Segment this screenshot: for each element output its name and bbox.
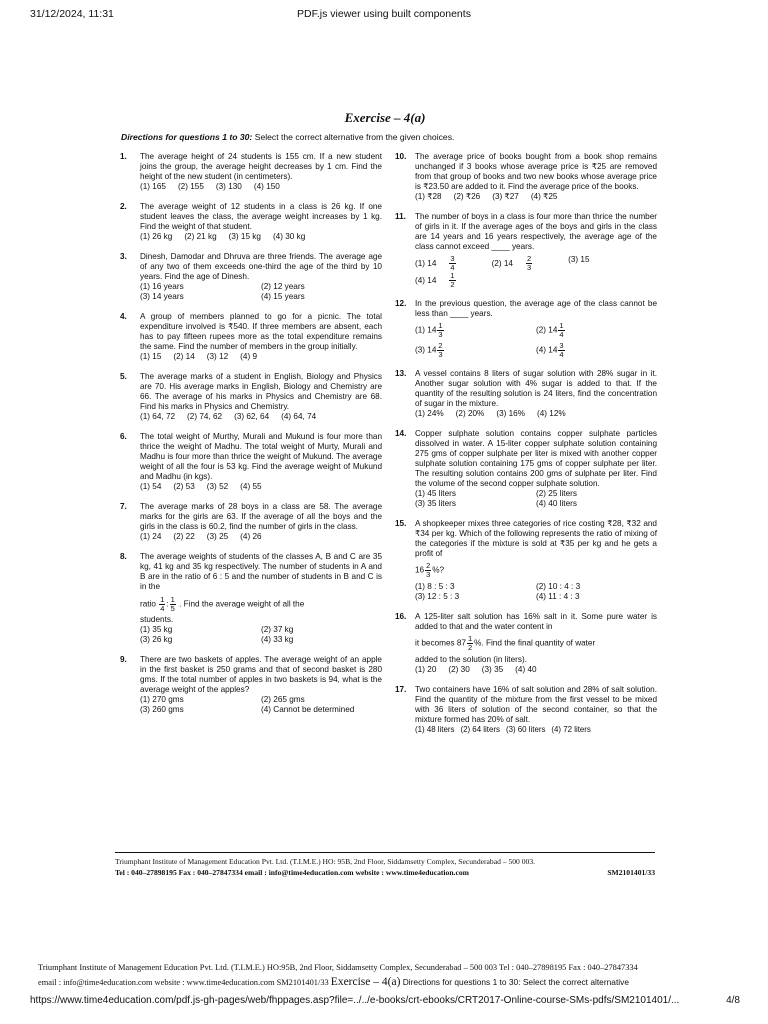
exercise-title: Exercise – 4(a) — [344, 110, 426, 125]
option-3: (3) 26 kg — [140, 635, 173, 644]
option-whole: (4) 14 — [536, 345, 558, 355]
question-number: 4. — [120, 312, 127, 321]
overflow-exercise: Exercise – 4(a) — [330, 976, 401, 988]
question-text: There are two baskets of apples. The average weight of an apple in the first basket is 250 grams and that of second basket is 280 gms. If the total number of apples in two baskets is 94, what is the average weight of the apples? — [140, 655, 382, 694]
page-indicator: 4/8 — [726, 995, 740, 1006]
question-number: 13. — [395, 369, 407, 378]
question-number: 10. — [395, 152, 407, 161]
denominator: 4 — [450, 263, 455, 272]
question-text: A vessel contains 8 liters of sugar solution with 28% sugar in it. Another sugar solution with 4% sugar is added to that. If the quantity of the resulting solution is 24 liters, find the concentration of sugar in the mixture. — [415, 369, 657, 408]
ratio-colon: : — [166, 599, 169, 609]
option-3: (3) 62, 64 — [234, 412, 270, 421]
options — [415, 665, 657, 675]
denominator: 4 — [559, 350, 564, 359]
denominator: 2 — [450, 280, 455, 289]
question-17 — [395, 685, 657, 735]
question-number: 2. — [120, 202, 127, 211]
option-4: (4) Cannot be determined — [261, 705, 355, 714]
option-whole: (2) 14 — [536, 325, 558, 335]
option-2: (2) 14 — [173, 352, 195, 361]
question-text: The average weight of 12 students in a class is 26 kg. If one student leaves the class, the average weight increases by 1 kg. Find the weight of that student. — [140, 202, 382, 231]
question-text: The average marks of 28 boys in a class are 58. The average marks for the girls are 63. If the average of all the boys and the girls in the class is 60.2, find the number of girls in the class. — [140, 502, 382, 531]
overflow-line-2 — [38, 975, 738, 990]
numerator: 2 — [526, 254, 532, 263]
numerator: 3 — [450, 254, 455, 263]
fraction — [425, 562, 431, 579]
fraction — [159, 596, 165, 613]
question-text: The average weights of students of the classes A, B and C are 35 kg, 41 kg and 35 kg respectively. The number of students in A and B are in the ratio of 6 : 5 and the number of students in B and C is in the — [140, 552, 382, 591]
question-text: The average price of books bought from a book shop remains unchanged if 3 books whose average price is ₹25 are removed from that group of books and two new books whose average price is ₹23.50 are added to it. Find the average price of the books. — [415, 152, 657, 191]
option-2 — [492, 255, 557, 272]
question-text: Copper sulphate solution contains copper sulphate particles dissolved in water. A 15-liter copper sulphate solution containing 275 gms of copper sulphate per liter is mixed with another copper sulphate solution containing 175 gms of copper sulphate per liter. The resulting solution contains 200 gms of sulphate per liter. Find the volume of the second copper sulphate solution. — [415, 429, 657, 488]
question-ratio-line — [140, 596, 382, 613]
denominator: 4 — [160, 604, 165, 613]
directions-label: Directions for questions 1 to 30: — [121, 132, 253, 142]
option-3: (3) ₹27 — [492, 192, 519, 201]
option-2: (2) 74, 62 — [187, 412, 223, 421]
option-1: (1) 24 — [140, 532, 162, 541]
option-whole: (2) 14 — [491, 258, 513, 268]
option-2: (2) 30 — [448, 665, 470, 674]
option-2: (2) 155 — [177, 182, 204, 191]
option-1: (1) 165 — [140, 182, 166, 191]
option-2: (2) 22 — [173, 532, 195, 541]
option-3: (3) 14 years — [140, 292, 184, 301]
fraction — [170, 596, 176, 613]
question-text: In the previous question, the average age of the class cannot be less than ____ years. — [415, 299, 657, 318]
fraction — [558, 322, 564, 339]
numerator: 1 — [170, 595, 175, 604]
option-3: (3) 60 liters — [505, 725, 546, 734]
options — [415, 192, 657, 202]
denominator: 3 — [426, 570, 431, 579]
print-footer — [30, 995, 740, 1006]
question-4 — [120, 312, 382, 362]
question-text: Dinesh, Damodar and Dhruva are three friends. The average age of any two of them exceeds one-third the age of the third by 10 years. Find the age of Dinesh. — [140, 252, 382, 281]
footer-contact: Tel : 040–27898195 Fax : 040–27847334 email : info@time4education.com website : www.time4education.com — [115, 868, 469, 877]
option-1: (1) 8 : 5 : 3 — [415, 582, 455, 591]
options — [415, 725, 657, 735]
fraction — [437, 322, 443, 339]
fraction — [437, 342, 443, 359]
denominator: 3 — [438, 330, 443, 339]
denominator: 4 — [559, 330, 564, 339]
fraction — [467, 635, 473, 652]
question-number: 7. — [120, 502, 127, 511]
option-4: (4) 26 — [240, 532, 262, 541]
option-4: (4) 40 liters — [536, 499, 577, 508]
ratio-suffix: . Find the average weight of all the — [179, 599, 305, 609]
option-3: (3) 16% — [496, 409, 526, 418]
option-3: (3) 12 : 5 : 3 — [415, 592, 460, 601]
option-4: (4) 11 : 4 : 3 — [536, 592, 580, 601]
question-9 — [120, 655, 382, 715]
option-3: (3) 52 — [206, 482, 229, 491]
ratio-label: ratio — [140, 599, 156, 609]
browser-print-header — [0, 8, 768, 24]
options — [415, 322, 657, 359]
question-number: 12. — [395, 299, 407, 308]
question-text-tail: added to the solution (in liters). — [415, 655, 527, 664]
option-1 — [415, 322, 536, 339]
question-2 — [120, 202, 382, 242]
question-1 — [120, 152, 382, 192]
option-3: (3) 35 — [481, 665, 504, 674]
option-2: (2) 25 liters — [536, 489, 577, 498]
overflow-contact: email : info@time4education.com website : www.time4education.com SM2101401/33 — [38, 978, 331, 987]
option-1: (1) 64, 72 — [140, 412, 176, 421]
numerator: 3 — [559, 341, 564, 350]
question-12 — [395, 299, 657, 359]
question-number: 8. — [120, 552, 127, 561]
options — [140, 232, 382, 242]
options — [140, 182, 382, 192]
question-text: A 125-liter salt solution has 16% salt in it. Some pure water is added to that and the water content in — [415, 612, 657, 631]
option-1: (1) 35 kg — [140, 625, 173, 634]
question-text: The average marks of a student in English, Biology and Physics are 70. His average marks in English, Biology and Chemistry are 66. The average of his marks in Physics and Chemistry are 68. Find his marks in Physics and Chemistry. — [140, 372, 382, 411]
option-3: (3) 12 — [206, 352, 229, 361]
denominator: 3 — [438, 350, 443, 359]
option-1: (1) 24% — [415, 409, 444, 418]
overflow-directions: Directions for questions 1 to 30: Select the correct alternative — [400, 977, 629, 987]
option-2: (2) 12 years — [261, 282, 305, 291]
text-layer-overflow — [38, 961, 738, 990]
option-1: (1) 26 kg — [140, 232, 173, 241]
option-1: (1) 16 years — [140, 282, 184, 291]
footer-address: Triumphant Institute of Management Education Pvt. Ltd. (T.I.M.E.) HO: 95B, 2nd Floor, Siddamsetty Complex, Secunderabad – 500 003. — [115, 857, 536, 866]
page-footer — [115, 852, 655, 878]
numerator: 2 — [438, 341, 443, 350]
question-16 — [395, 612, 657, 675]
option-2: (2) 53 — [173, 482, 195, 491]
options — [140, 412, 382, 422]
option-1: (1) ₹28 — [415, 192, 442, 201]
question-number: 1. — [120, 152, 127, 161]
pdf-page — [115, 100, 655, 880]
options — [140, 482, 382, 492]
option-4: (4) 64, 74 — [281, 412, 317, 421]
option-1: (1) 15 — [140, 352, 162, 361]
question-3 — [120, 252, 382, 302]
option-4: (4) 150 — [253, 182, 280, 191]
fraction — [449, 255, 467, 272]
percent-suffix: %. Find the final quantity of water — [474, 638, 596, 648]
left-column — [120, 152, 382, 725]
numerator: 1 — [438, 321, 443, 330]
fraction — [449, 272, 467, 289]
page-url: https://www.time4education.com/pdf.js-gh-pages/web/fhppages.asp?file=../../e-books/crt-ebooks/CRT2017-Online-course-SMs-pdfs/SM2101401/... — [30, 995, 680, 1006]
numerator: 1 — [467, 634, 473, 643]
option-whole: (4) 14 — [415, 275, 437, 285]
option-3: (3) 15 — [568, 255, 590, 264]
option-2: (2) 64 liters — [460, 725, 500, 734]
denominator: 3 — [526, 263, 532, 272]
options — [140, 625, 382, 645]
option-1: (1) 54 — [140, 482, 162, 491]
numerator: 2 — [426, 561, 431, 570]
option-2 — [536, 322, 657, 339]
profit-suffix: %? — [432, 565, 445, 575]
question-text: A group of members planned to go for a picnic. The total expenditure involved is ₹540. If three members are absent, each has to pay fifteen rupees more as the total expenditure remains the same. Find the number of members in the group initially. — [140, 312, 382, 351]
numerator: 1 — [559, 321, 564, 330]
option-3 — [415, 342, 536, 359]
option-2: (2) 10 : 4 : 3 — [536, 582, 581, 591]
footer-code: SM2101401/33 — [607, 868, 655, 877]
question-percent-line — [415, 635, 657, 652]
option-2: (2) ₹26 — [453, 192, 481, 201]
option-4: (4) 15 years — [261, 292, 305, 301]
option-whole: (1) 14 — [415, 258, 437, 268]
option-1 — [415, 255, 480, 272]
question-15 — [395, 519, 657, 602]
option-4: (4) 55 — [240, 482, 262, 491]
option-3: (3) 25 — [206, 532, 229, 541]
print-datetime: 31/12/2024, 11:31 — [30, 8, 114, 20]
question-7 — [120, 502, 382, 542]
question-10 — [395, 152, 657, 202]
option-4 — [415, 272, 480, 289]
directions-text: Select the correct alternative from the given choices. — [252, 132, 455, 142]
denominator: 5 — [170, 604, 175, 613]
question-number: 3. — [120, 252, 127, 261]
option-1: (1) 270 gms — [140, 695, 184, 704]
option-3: (3) 35 liters — [415, 499, 456, 508]
question-number: 14. — [395, 429, 407, 438]
question-11 — [395, 212, 657, 289]
option-3: (3) 130 — [215, 182, 242, 191]
option-4: (4) 40 — [515, 665, 537, 674]
overflow-line-1: Triumphant Institute of Management Education Pvt. Ltd. (T.I.M.E.) HO:95B, 2nd Floor, Siddamsetty Complex, Secunderabad – 500 003 Tel : 040–27898195 Fax : 040–27847334 — [38, 963, 638, 972]
question-6 — [120, 432, 382, 492]
option-4: (4) 33 kg — [261, 635, 294, 644]
profit-whole: 16 — [415, 565, 425, 575]
question-number: 16. — [395, 612, 407, 621]
option-2: (2) 20% — [455, 409, 485, 418]
profit-value — [415, 562, 657, 579]
option-2: (2) 37 kg — [261, 625, 294, 634]
question-text: The average height of 24 students is 155 cm. If a new student joins the group, the average height decreases by 1 cm. Find the height of the new student (in centimeters). — [140, 152, 382, 181]
option-whole: (1) 14 — [415, 325, 437, 335]
question-text: The total weight of Murthy, Murali and Mukund is four more than thrice the weight of Madhu. The total weight of Murty, Murali and Madhu is four more than thrice the weight of Mukund. The average weight of all the four is 53 kg. Find the average weight of Mukund and Madhu (in kgs). — [140, 432, 382, 481]
options — [140, 695, 382, 715]
option-3: (3) 15 kg — [228, 232, 261, 241]
right-column — [395, 152, 657, 745]
option-4: (4) 12% — [537, 409, 566, 418]
question-text: Two containers have 16% of salt solution and 28% of salt solution. Find the quantity of the mixture from the first vessel to be mixed with 36 liters of solution of the second container, so that the mixture formed has 20% of salt. — [415, 685, 657, 724]
question-5 — [120, 372, 382, 422]
options — [140, 532, 382, 542]
option-4 — [536, 342, 657, 359]
option-4: (4) 9 — [240, 352, 258, 361]
option-2: (2) 21 kg — [184, 232, 217, 241]
percent-prefix: it becomes 87 — [415, 638, 466, 648]
question-8 — [120, 552, 382, 645]
fraction — [526, 255, 544, 272]
question-number: 15. — [395, 519, 407, 528]
question-14 — [395, 429, 657, 509]
denominator: 2 — [467, 643, 473, 652]
options — [415, 409, 657, 419]
options — [140, 352, 382, 362]
question-text: A shopkeeper mixes three categories of rice costing ₹28, ₹32 and ₹34 per kg. Which of the following represents the ratio of mixing of the categories if the mixture is sold at ₹35 per kg and he gets a profit of — [415, 519, 657, 558]
options — [415, 582, 657, 602]
option-whole: (3) 14 — [415, 345, 437, 355]
option-1: (1) 45 liters — [415, 489, 456, 498]
options — [415, 255, 657, 289]
option-1: (1) 48 liters — [415, 725, 455, 734]
question-number: 11. — [395, 212, 406, 221]
question-text-tail: students. — [140, 615, 174, 624]
question-13 — [395, 369, 657, 419]
question-number: 5. — [120, 372, 127, 381]
options — [415, 489, 657, 509]
option-4: (4) ₹25 — [530, 192, 558, 201]
option-4: (4) 72 liters — [551, 725, 591, 734]
question-number: 17. — [395, 685, 407, 694]
numerator: 1 — [450, 271, 455, 280]
directions — [121, 132, 454, 142]
document-title: PDF.js viewer using built components — [297, 8, 471, 20]
numerator: 1 — [160, 595, 165, 604]
fraction — [558, 342, 564, 359]
option-1: (1) 20 — [415, 665, 437, 674]
option-3: (3) 260 gms — [140, 705, 184, 714]
option-4: (4) 30 kg — [272, 232, 306, 241]
question-number: 6. — [120, 432, 127, 441]
option-2: (2) 265 gms — [261, 695, 305, 704]
options — [140, 282, 382, 302]
question-number: 9. — [120, 655, 127, 664]
question-text: The number of boys in a class is four more than thrice the number of girls in it. If the average ages of the boys and girls in the class are 14 years and 16 years respectively, the average age of the class cannot exceed ____ years. — [415, 212, 657, 251]
